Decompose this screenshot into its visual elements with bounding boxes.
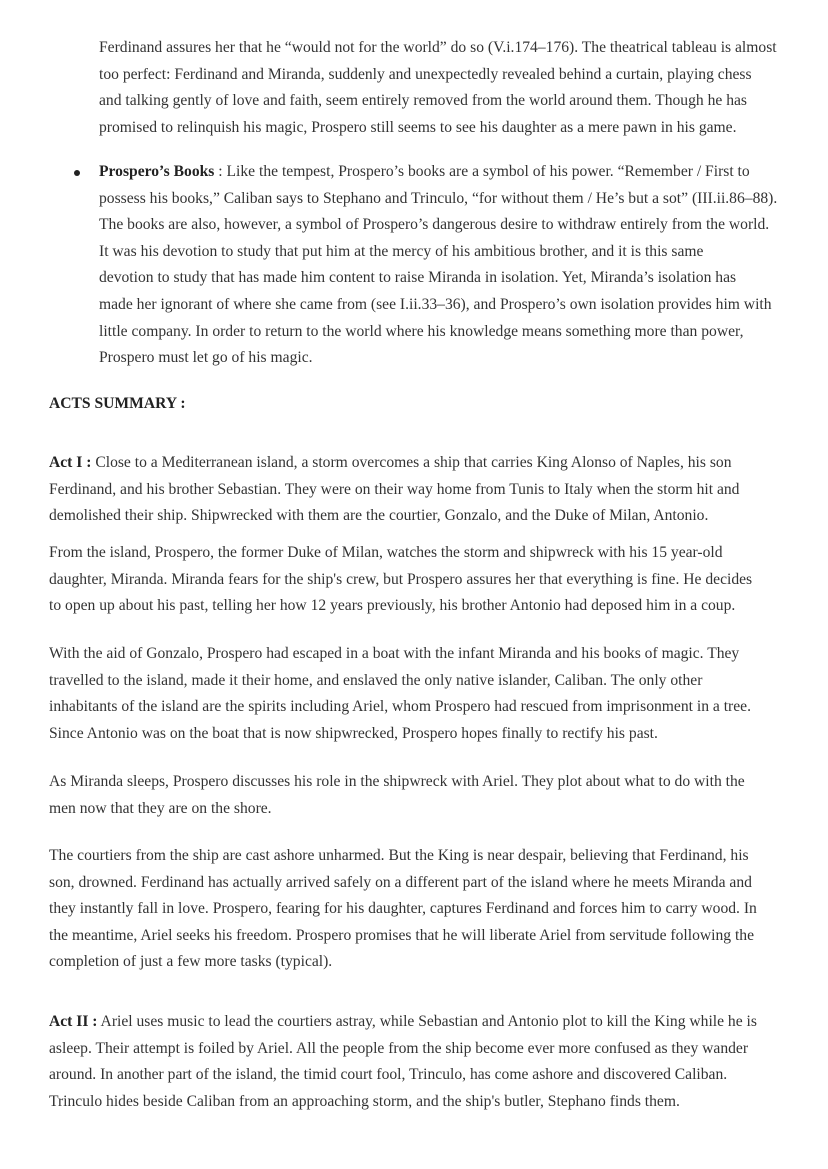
paragraph-2 — [49, 540, 809, 620]
line: It was his devotion to study that put him at the mercy of his ambitious brother, and it is this same — [99, 242, 704, 260]
bullet-text: : Like the tempest, Prospero’s books are a symbol of his power. “Remember / First to — [214, 163, 750, 180]
line: inhabitants of the island are the spirits including Ariel, whom Prospero had rescued from imprisonment in a tree. — [49, 698, 751, 716]
line: Since Antonio was on the boat that is now shipwrecked, Prospero hopes finally to rectify his past. — [49, 724, 658, 742]
line: completion of just a few more tasks (typical). — [49, 953, 333, 971]
line: Prospero must let go of his magic. — [99, 349, 313, 367]
bullet-icon — [74, 170, 80, 176]
bullet-term: Prospero’s Books — [99, 163, 215, 180]
line: Trinculo hides beside Caliban from an approaching storm, and the ship's butler, Stephano finds them. — [49, 1092, 680, 1110]
line — [49, 1009, 809, 1036]
line: son, drowned. Ferdinand has actually arrived safely on a different part of the island where he meets Miranda and — [49, 873, 752, 891]
line: The courtiers from the ship are cast ashore unharmed. But the King is near despair, believing that Ferdinand, his — [49, 847, 749, 864]
line — [99, 159, 828, 186]
line: As Miranda sleeps, Prospero discusses his role in the shipwreck with Ariel. They plot about what to do with the — [49, 773, 745, 790]
line: and talking gently of love and faith, seem entirely removed from the world around them. Though he has — [99, 92, 747, 110]
line: too perfect: Ferdinand and Miranda, suddenly and unexpectedly revealed behind a curtain, playing chess — [99, 65, 752, 83]
line: the meantime, Ariel seeks his freedom. Prospero promises that he will liberate Ariel from servitude following the — [49, 926, 755, 944]
act2-paragraph — [49, 1009, 809, 1115]
paragraph-3 — [49, 641, 809, 747]
act-text: Ariel uses music to lead the courtiers astray, while Sebastian and Antonio plot to kill the King while he is — [97, 1013, 757, 1030]
line — [49, 450, 809, 477]
line: Ferdinand, and his brother Sebastian. They were on their way home from Tunis to Italy when the storm hit and — [49, 480, 740, 498]
line: possess his books,” Caliban says to Stephano and Trinculo, “for without them / He’s but a sot” (III.ii.86–88). — [99, 189, 778, 207]
paragraph-5 — [49, 843, 809, 976]
line: to open up about his past, telling her how 12 years previously, his brother Antonio had deposed him in a coup. — [49, 597, 736, 615]
line: travelled to the island, made it their home, and enslaved the only native islander, Caliban. The only other — [49, 671, 703, 689]
line: men now that they are on the shore. — [49, 799, 272, 817]
line: little company. In order to return to the world where his knowledge means something more than power, — [99, 322, 744, 340]
line: With the aid of Gonzalo, Prospero had escaped in a boat with the infant Miranda and his books of magic. They — [49, 645, 740, 662]
section-heading: ACTS SUMMARY : — [49, 395, 186, 412]
line: From the island, Prospero, the former Duke of Milan, watches the storm and shipwreck with his 15 year-old — [49, 544, 723, 561]
act-label: Act I : — [49, 454, 92, 471]
line: daughter, Miranda. Miranda fears for the ship's crew, but Prospero assures her that everything is fine. He decides — [49, 570, 753, 588]
line: Ferdinand assures her that he “would not for the world” do so (V.i.174–176). The theatrical tableau is almost — [99, 39, 777, 56]
act1-paragraph — [49, 450, 809, 530]
line: they instantly fall in love. Prospero, fearing for his daughter, captures Ferdinand and forces him to carry wood. In — [49, 900, 757, 918]
bullet-item-prosperos-books — [99, 159, 828, 372]
line: around. In another part of the island, the timid court fool, Trinculo, has come ashore and discovered Caliban. — [49, 1066, 728, 1084]
act-text: Close to a Mediterranean island, a storm overcomes a ship that carries King Alonso of Naples, his son — [91, 454, 732, 471]
line: The books are also, however, a symbol of Prospero’s dangerous desire to withdraw entirely from the world. — [99, 216, 770, 234]
line: devotion to study that has made him content to raise Miranda in isolation. Yet, Miranda’s isolation has — [99, 269, 737, 287]
act-label: Act II : — [49, 1013, 98, 1030]
line: promised to relinquish his magic, Prospero still seems to see his daughter as a mere pawn in his game. — [99, 118, 737, 136]
paragraph-4 — [49, 769, 809, 822]
line: demolished their ship. Shipwrecked with them are the courtier, Gonzalo, and the Duke of Milan, Antonio. — [49, 507, 709, 525]
line: asleep. Their attempt is foiled by Ariel. All the people from the ship become ever more confused as they wander — [49, 1039, 749, 1057]
intro-paragraph — [99, 35, 828, 141]
line: made her ignorant of where she came from (see I.ii.33–36), and Prospero’s own isolation provides him with — [99, 295, 772, 313]
